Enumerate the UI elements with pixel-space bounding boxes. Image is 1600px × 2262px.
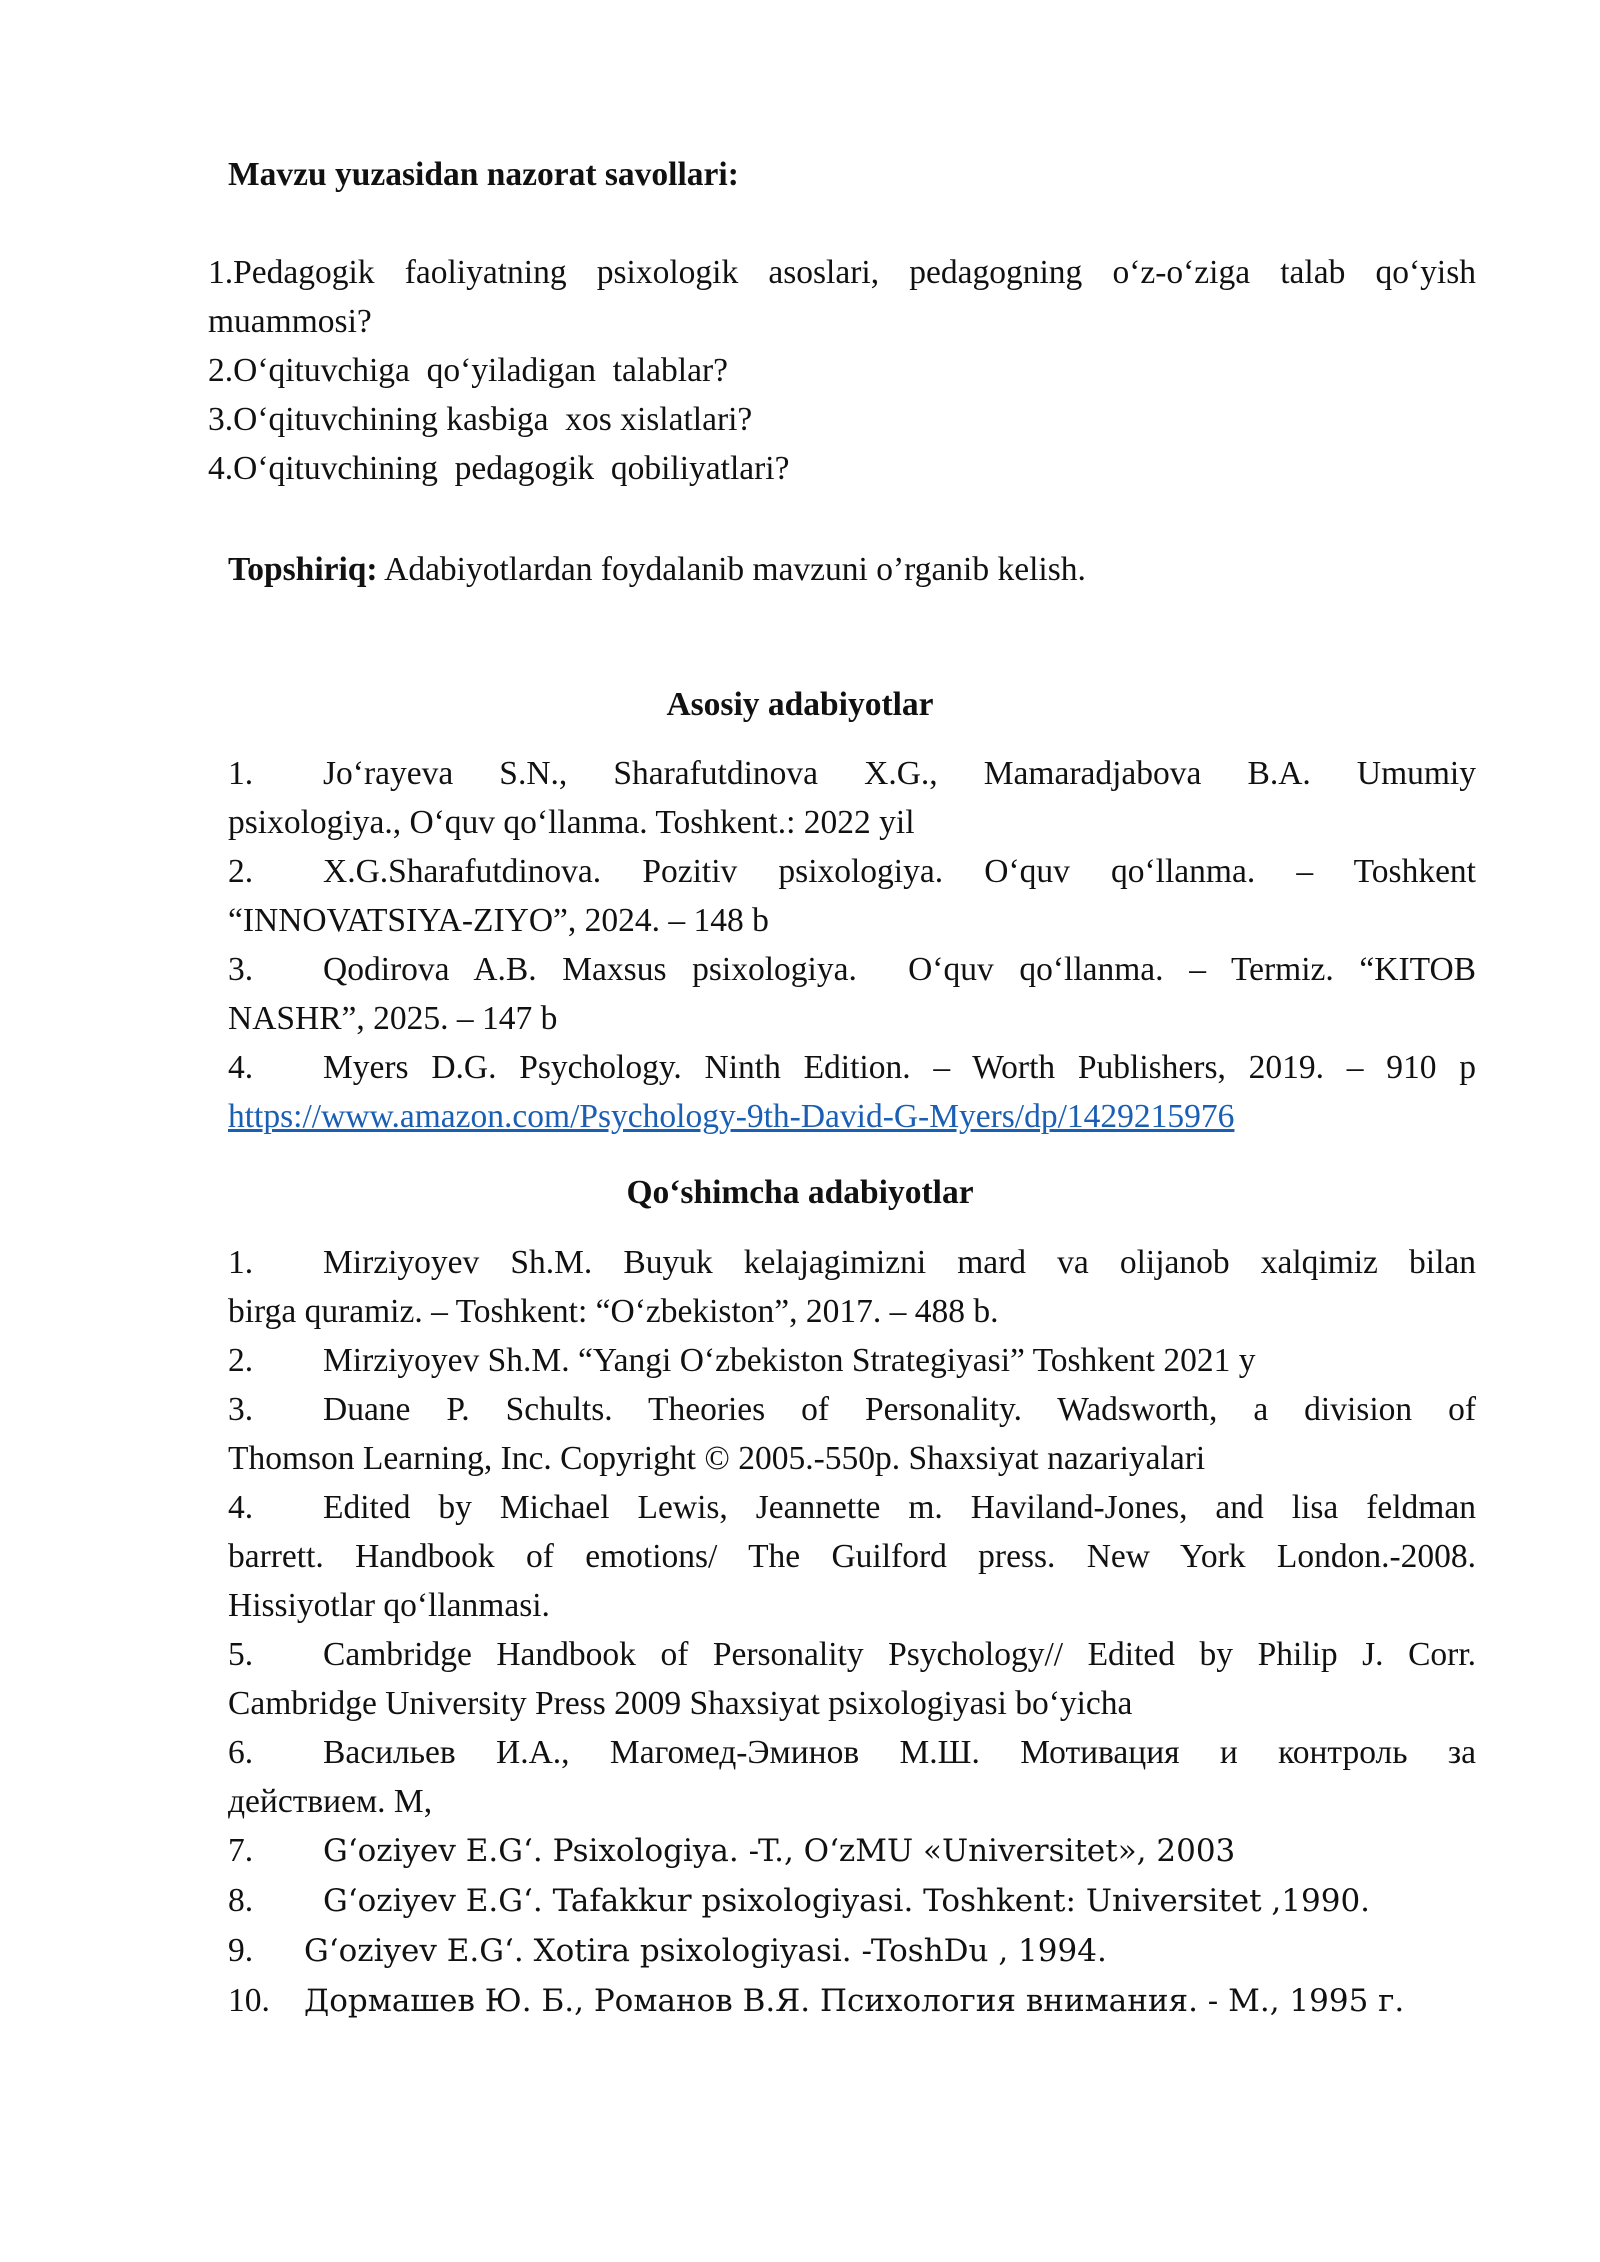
extra-ref-7: 7. G‘oziyev E.G‘. Psixologiya. -T., O‘zMU «Universitet», 2003: [228, 1832, 1236, 1869]
question-4: 4.O‘qituvchining pedagogik qobiliyatlari?: [208, 450, 790, 487]
main-references-list: [228, 749, 1476, 1141]
question-3: 3.O‘qituvchining kasbiga xos xislatlari?: [208, 401, 753, 438]
task-label: Topshiriq:: [228, 551, 378, 588]
main-references-title: Asosiy adabiyotlar: [666, 686, 934, 723]
amazon-link[interactable]: https://www.amazon.com/Psychology-9th-David-G-Myers/dp/1429215976: [228, 1098, 1235, 1135]
extra-ref-3: 3. Duane P. Schults. Theories of Personality. Wadsworth, a division of Thomson Learning, Inc. Copyright © 2005.-550p. Shaxsiyat nazariyalari: [228, 1391, 1476, 1477]
extra-references-title: Qo‘shimcha adabiyotlar: [626, 1174, 974, 1211]
extra-ref-5: 5. Cambridge Handbook of Personality Psychology// Edited by Philip J. Corr. Cambridge University Press 2009 Shaxsiyat psixologiyasi bo‘yicha: [228, 1636, 1476, 1722]
extra-references-list: [228, 1238, 1476, 2026]
extra-ref-1: 1. Mirziyoyev Sh.M. Buyuk kelajagimizni mard va olijanob xalqimiz bilan birga quramiz. – Toshkent: “O‘zbekiston”, 2017. – 488 b.: [228, 1244, 1476, 1330]
main-ref-1: 1. Jo‘rayeva S.N., Sharafutdinova X.G., Mamaradjabova B.A. Umumiy psixologiya., O‘quv qo‘llanma. Toshkent.: 2022 yil: [228, 755, 1476, 841]
question-2: 2.O‘qituvchiga qo‘yiladigan talablar?: [208, 352, 729, 389]
questions-list: [208, 248, 1476, 493]
extra-ref-4: 4. Edited by Michael Lewis, Jeannette m. Haviland-Jones, and lisa feldman barrett. Handbook of emotions/ The Guilford press. New York London.-2008. Hissiyotlar qo‘llanmasi.: [228, 1489, 1476, 1624]
control-questions-heading: Mavzu yuzasidan nazorat savollari:: [228, 156, 739, 193]
extra-ref-9: 9. G‘oziyev E.G‘. Xotira psixologiyasi. -ToshDu , 1994.: [228, 1932, 1107, 1969]
main-ref-4: 4. Myers D.G. Psychology. Ninth Edition. – Worth Publishers, 2019. – 910 p https://www.amazon.com/Psychology-9th-David-G-Myers/dp/1429215976: [228, 1049, 1476, 1135]
extra-ref-6: 6. Васильев И.А., Магомед-Эминов М.Ш. Мотивация и контроль за действием. М,: [228, 1734, 1476, 1820]
task-line: [228, 545, 1086, 594]
extra-ref-2: 2. Mirziyoyev Sh.M. “Yangi O‘zbekiston Strategiyasi” Toshkent 2021 y: [228, 1342, 1256, 1379]
main-ref-2: 2. X.G.Sharafutdinova. Pozitiv psixologiya. O‘quv qo‘llanma. – Toshkent “INNOVATSIYA-ZIYO”, 2024. – 148 b: [228, 853, 1476, 939]
question-1-line-2: muammosi?: [208, 303, 372, 340]
question-1-line-1: 1.Pedagogik faoliyatning psixologik asoslari, pedagogning o‘z-o‘ziga talab qo‘yish: [208, 254, 1476, 291]
extra-ref-10: 10. Дормашев Ю. Б., Романов В.Я. Психология внимания. - М., 1995 г.: [228, 1982, 1405, 2019]
main-ref-3: 3. Qodirova A.B. Maxsus psixologiya. O‘quv qo‘llanma. – Termiz. “KITOB NASHR”, 2025. – 147 b: [228, 951, 1476, 1037]
task-text: Adabiyotlardan foydalanib mavzuni o’rganib kelish.: [377, 551, 1086, 588]
extra-ref-8: 8. G‘oziyev E.G‘. Tafakkur psixologiyasi. Toshkent: Universitet ,1990.: [228, 1882, 1371, 1919]
